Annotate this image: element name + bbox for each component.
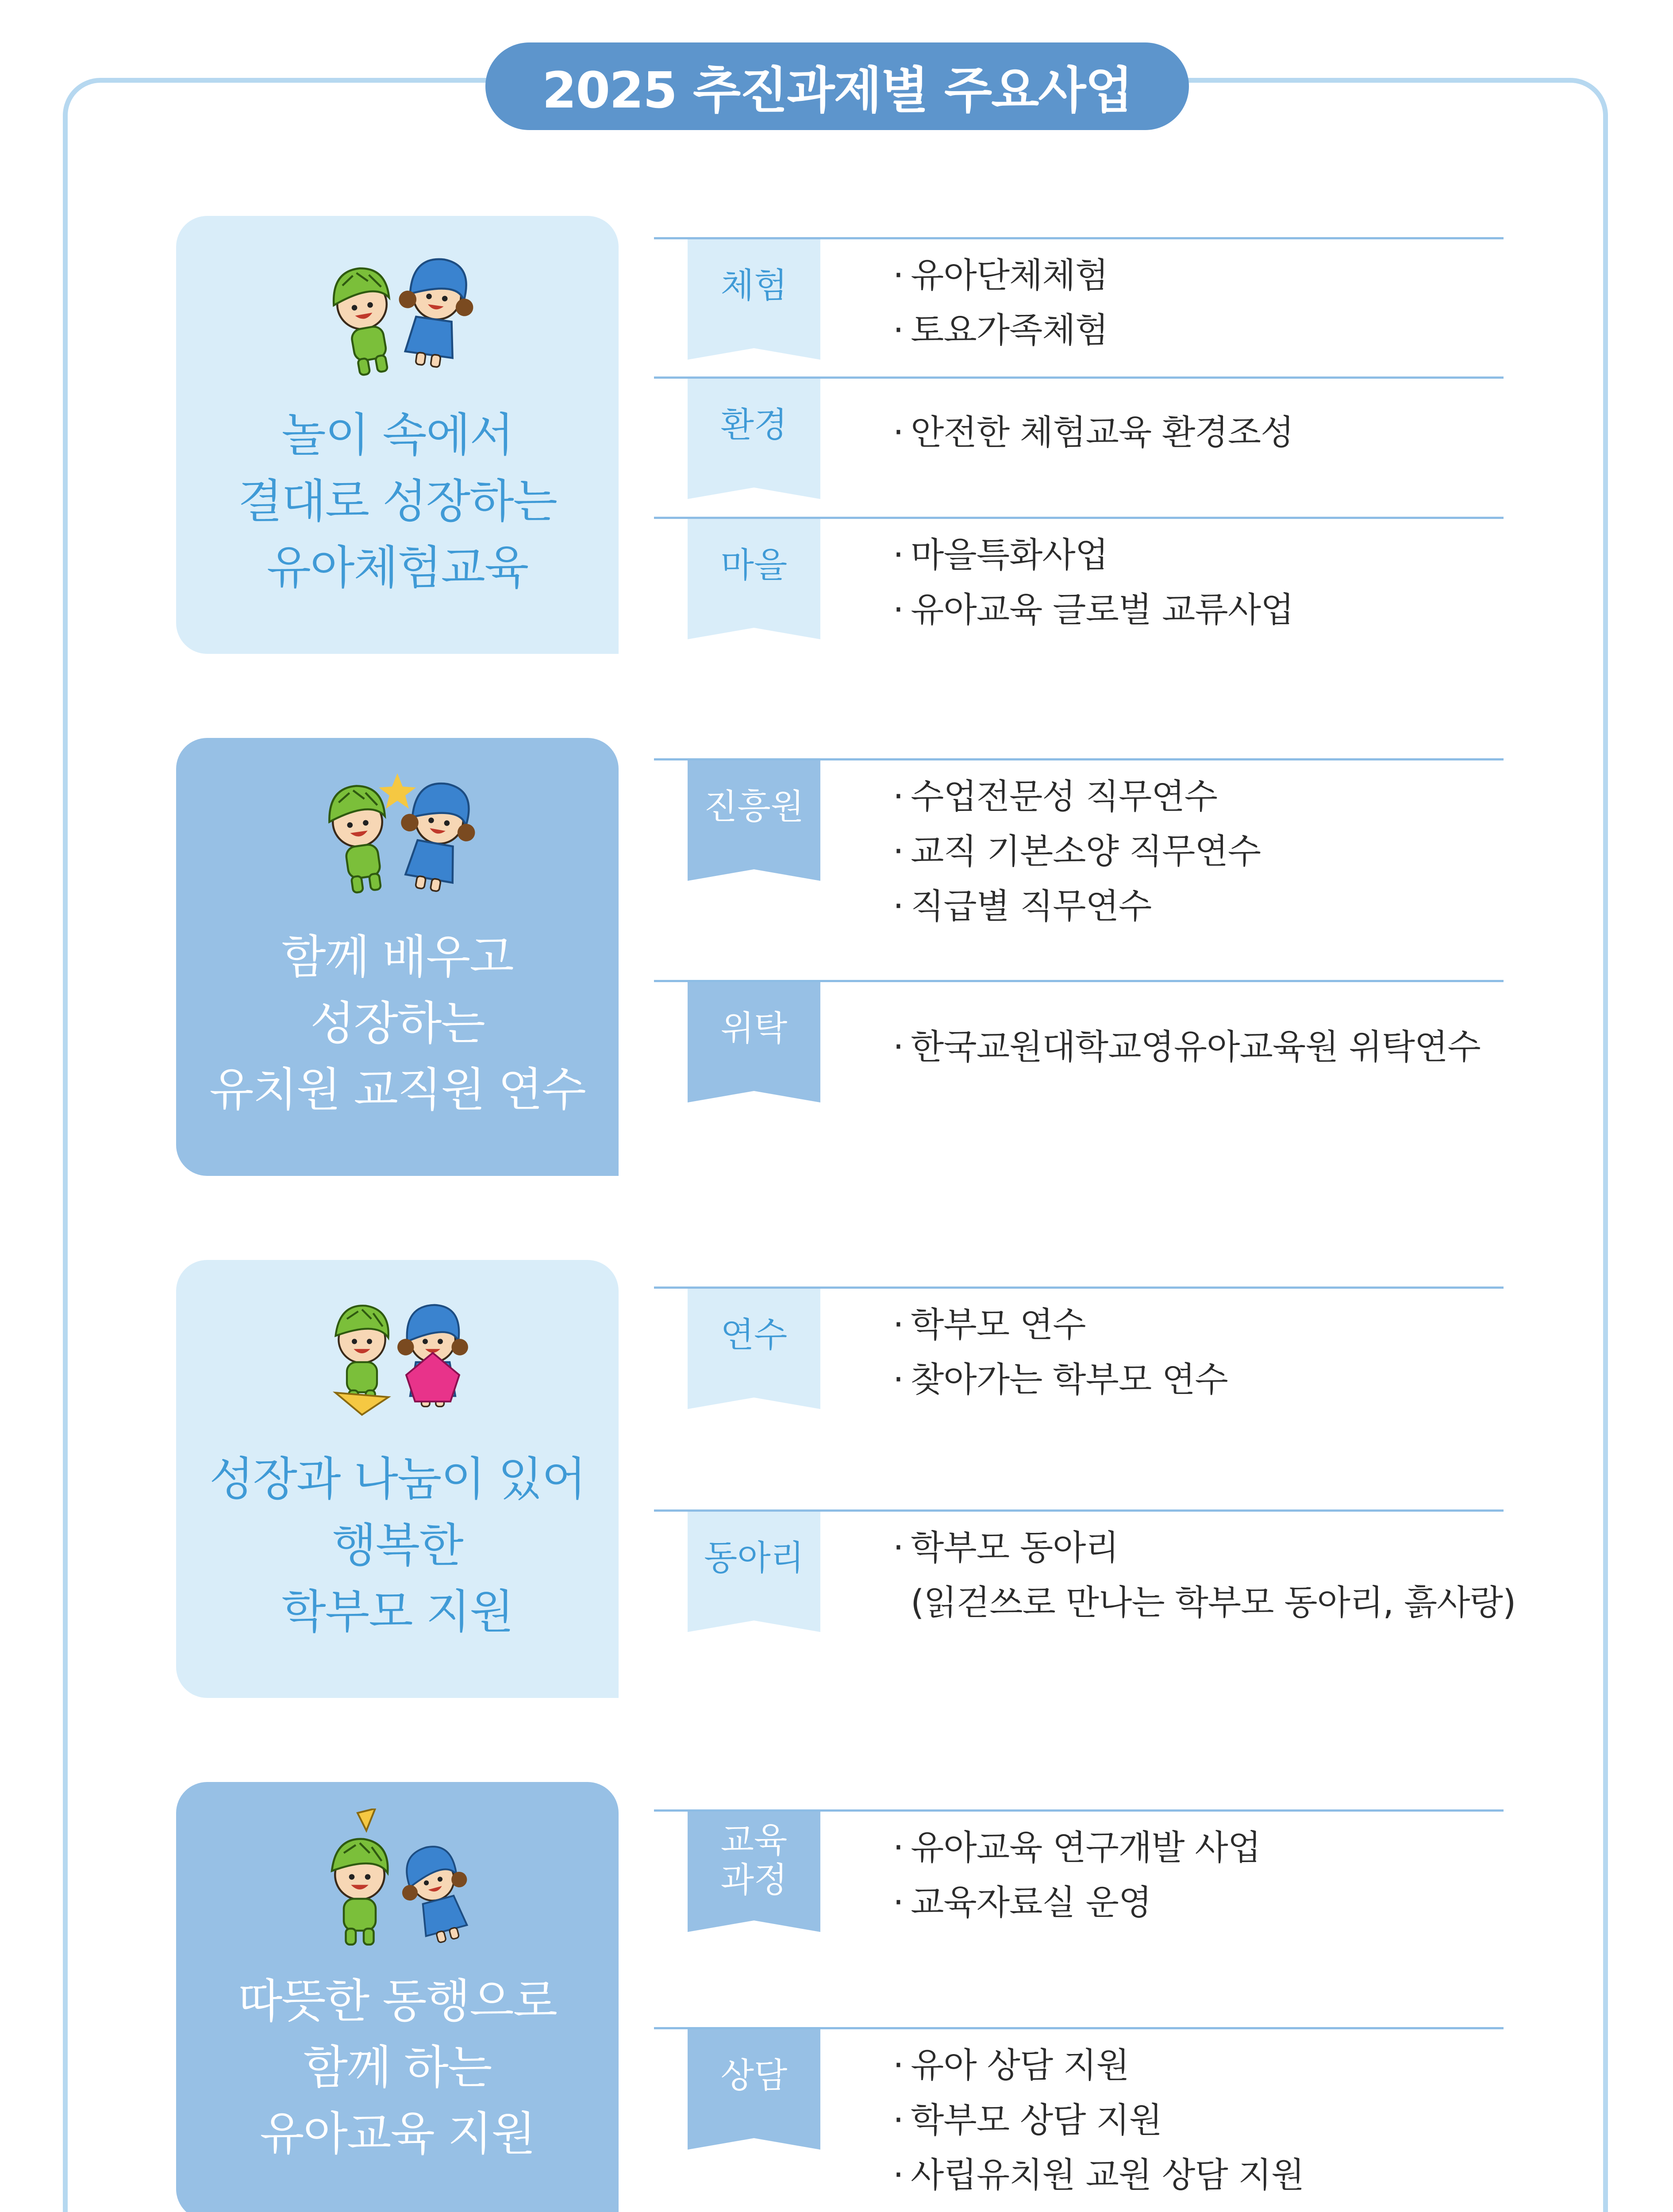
caption-line: 결대로 성장하는 xyxy=(238,474,557,528)
caption-line: 놀이 속에서 xyxy=(281,408,513,462)
program-row xyxy=(654,758,1504,926)
list-item: · 사립유치원 교원 상담 지원 xyxy=(893,2155,1304,2195)
category-tag xyxy=(688,239,820,360)
tag-label: 환경 xyxy=(720,405,788,445)
caption-line: 성장과 나눔이 있어 xyxy=(209,1452,585,1506)
category-tag xyxy=(688,379,820,499)
category-tag xyxy=(688,1289,820,1409)
category-tag xyxy=(688,760,820,881)
children-illustration xyxy=(300,1809,495,1950)
caption-line: 행복한 xyxy=(332,1518,463,1572)
section-caption xyxy=(176,924,619,1123)
tag-label: 연수 xyxy=(720,1315,788,1355)
page-title: 2025 추진과제별 주요사업 xyxy=(485,42,1189,130)
tag-label: 위탁 xyxy=(720,1009,788,1048)
tag-label: 마을 xyxy=(720,545,788,585)
caption-line: 유치원 교직원 연수 xyxy=(209,1063,585,1117)
program-row xyxy=(654,1509,1516,1623)
section-panel xyxy=(176,216,619,654)
list-item: · 유아교육 글로벌 교류사업 xyxy=(893,590,1294,630)
category-tag xyxy=(688,519,820,639)
tag-label: 체험 xyxy=(720,266,788,306)
caption-line: 성장하는 xyxy=(310,996,485,1050)
section-caption xyxy=(176,1968,619,2167)
caption-line: 함께 하는 xyxy=(303,2040,492,2094)
list-item: · 안전한 체험교육 환경조성 xyxy=(893,413,1294,453)
list-item: · 유아 상담 지원 xyxy=(893,2046,1129,2085)
item-list xyxy=(893,1020,1481,1075)
list-item: · 한국교원대학교영유아교육원 위탁연수 xyxy=(893,1027,1481,1067)
program-row xyxy=(654,517,1504,630)
section-panel xyxy=(176,738,619,1176)
tag-label: 상담 xyxy=(720,2056,788,2096)
list-item: · 학부모 상담 지원 xyxy=(893,2101,1162,2140)
category-tag xyxy=(688,2029,820,2150)
list-item: · 유아단체체험 xyxy=(893,256,1108,296)
list-item: · 찾아가는 학부모 연수 xyxy=(893,1360,1228,1400)
tag-label: 교육 과정 xyxy=(720,1820,788,1900)
program-row xyxy=(654,1286,1504,1400)
caption-line: 따뜻한 동행으로 xyxy=(238,1974,557,2028)
section-panel xyxy=(176,1782,619,2212)
list-item: · 유아교육 연구개발 사업 xyxy=(893,1828,1261,1868)
tag-label: 진흥원 xyxy=(704,787,804,827)
caption-line: 유아교육 지원 xyxy=(260,2107,535,2161)
list-item: · 교직 기본소양 직무연수 xyxy=(893,832,1261,872)
list-item: · 수업전문성 직무연수 xyxy=(893,777,1217,817)
caption-line: 유아체험교육 xyxy=(266,541,528,595)
caption-line: 학부모 지원 xyxy=(281,1585,513,1639)
list-item: · 토요가족체험 xyxy=(893,311,1108,350)
item-list xyxy=(893,248,1108,358)
section-panel xyxy=(176,1260,619,1698)
section-caption xyxy=(176,402,619,601)
item-list xyxy=(893,1298,1228,1407)
item-list xyxy=(893,769,1261,934)
item-list xyxy=(893,1820,1261,1930)
item-list xyxy=(893,528,1293,637)
list-item: · 학부모 동아리 xyxy=(893,1528,1119,1568)
tag-label: 동아리 xyxy=(704,1538,804,1578)
category-tag xyxy=(688,1512,820,1632)
children-illustration xyxy=(300,764,495,906)
category-tag xyxy=(688,1812,820,1932)
list-item: · 학부모 연수 xyxy=(893,1305,1086,1345)
caption-line: 함께 배우고 xyxy=(281,930,513,984)
list-item: · 직급별 직무연수 xyxy=(893,887,1152,926)
list-item: · 교육자료실 운영 xyxy=(893,1883,1152,1923)
list-item: (읽걷쓰로 만나는 학부모 동아리, 흙사랑) xyxy=(911,1583,1516,1623)
program-row xyxy=(654,376,1504,453)
section-caption xyxy=(176,1446,619,1645)
children-illustration xyxy=(300,242,495,384)
item-list xyxy=(893,1521,1515,1630)
item-list xyxy=(893,2038,1304,2203)
program-row xyxy=(654,237,1504,350)
category-tag xyxy=(688,982,820,1102)
item-list xyxy=(893,405,1293,460)
program-row xyxy=(654,980,1504,1067)
children-illustration xyxy=(300,1286,495,1428)
program-row xyxy=(654,2027,1504,2195)
list-item: · 마을특화사업 xyxy=(893,535,1108,575)
program-row xyxy=(654,1809,1504,1923)
